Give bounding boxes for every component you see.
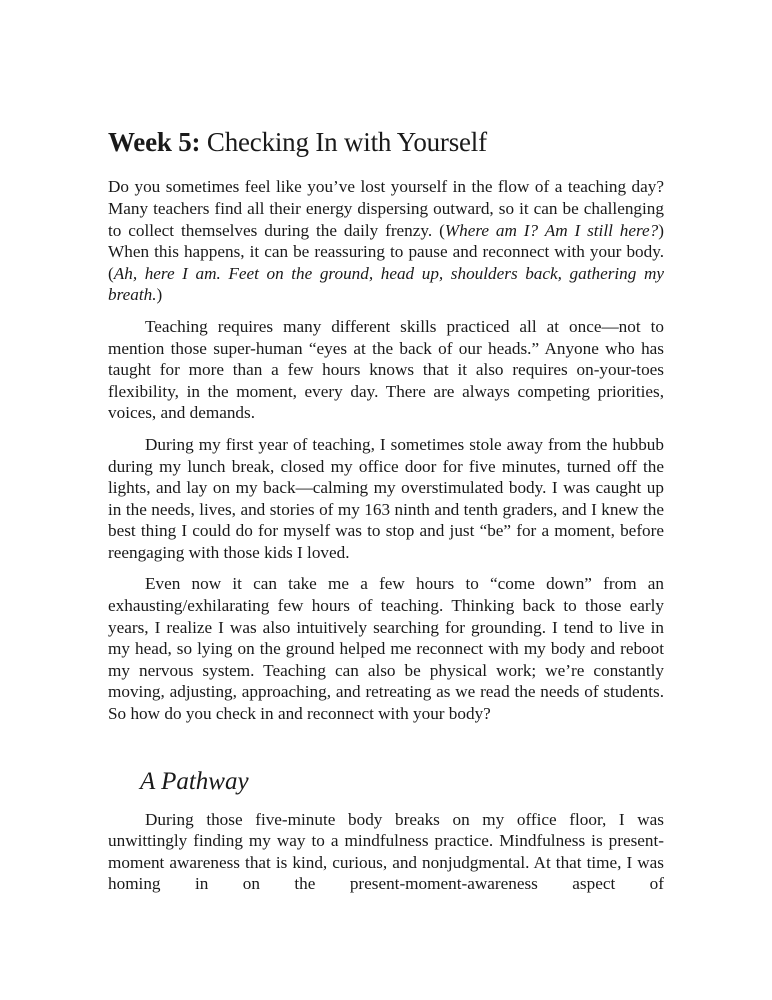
paragraph xyxy=(108,316,664,424)
paragraph xyxy=(108,573,664,724)
text-run: During those five-minute body breaks on my office floor, I was unwittingly finding my way to a mindfulness practice. Mindfulness is present-moment awareness that is kind, curious, and nonjudgmental. At that time, I was homing in on the present-moment-awareness aspect of xyxy=(108,809,664,894)
text-run: ) When this happens, it can be reassuring to pause and reconnect with your body. ( xyxy=(108,220,665,283)
paragraph xyxy=(108,176,664,306)
paragraph xyxy=(108,434,664,564)
italic-text: Where am I? Am I still here? xyxy=(444,220,659,240)
section-paragraphs xyxy=(108,809,664,895)
text-run: Teaching requires many different skills practiced all at once—not to mention those super-human “eyes at the back of our heads.” Anyone who has taught for more than a few hours knows that it also requires on-your-toes flexibility, in the moment, every day. There are always competing priorities, voices, and demands. xyxy=(108,316,664,423)
italic-text: Ah, here I am. Feet on the ground, head up, shoulders back, gathering my breath. xyxy=(108,263,664,305)
intro-paragraphs xyxy=(108,176,664,724)
chapter-label: Week 5: xyxy=(108,127,201,157)
chapter-title xyxy=(108,126,664,158)
section-title: A Pathway xyxy=(140,767,249,795)
paragraph xyxy=(108,809,664,895)
text-run: Do you sometimes feel like you’ve lost yourself in the flow of a teaching day? Many teachers find all their energy dispersing outward, so it can be challenging to collect themselves during the daily frenzy. ( xyxy=(108,177,664,240)
text-run: Even now it can take me a few hours to “come down” from an exhausting/exhilarating few hours of teaching. Thinking back to those early years, I realize I was also intuitively searching for grounding. I tend to live in my head, so lying on the ground helped me reconnect with my body and reboot my nervous system. Teaching can also be physical work; we’re constantly moving, adjusting, approaching, and retreating as we read the needs of students. So how do you check in and reconnect with your body? xyxy=(108,574,664,724)
chapter-title-text: Checking In with Yourself xyxy=(206,127,487,157)
page-body xyxy=(108,126,664,905)
text-run: ) xyxy=(156,285,163,305)
text-run: During my first year of teaching, I sometimes stole away from the hubbub during my lunch break, closed my office door for five minutes, turned off the lights, and lay on my back—calming my overstimulated body. I was caught up in the needs, lives, and stories of my 163 ninth and tenth graders, and I knew the best thing I could do for myself was to stop and just “be” for a moment, before reengaging with those kids I loved. xyxy=(108,434,664,562)
